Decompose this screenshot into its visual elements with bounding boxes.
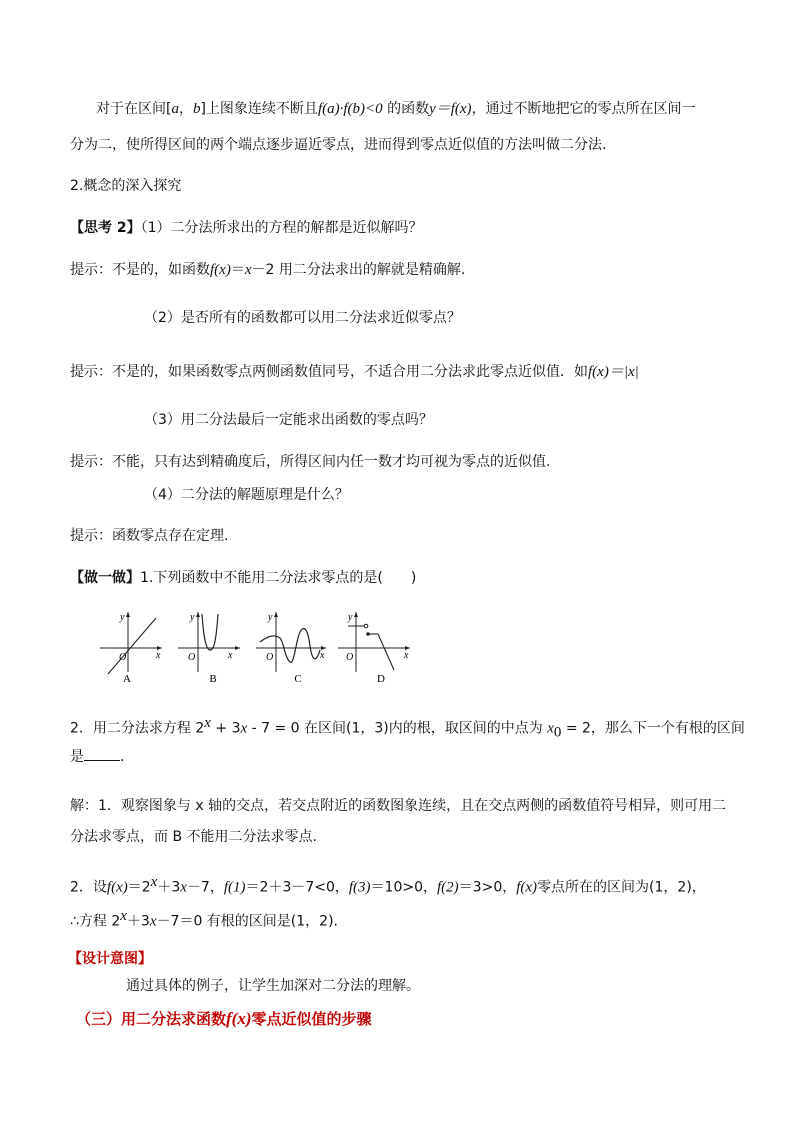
text: 零点所在的区间为(1，2)，: [537, 879, 706, 896]
text: 2．用二分法求方程 2: [70, 720, 205, 737]
think-answer-3: 提示：不能，只有达到精确度后，所得区间内任一数才均可视为零点的近似值.: [70, 454, 551, 470]
origin-label: O: [266, 652, 274, 663]
text: ，: [178, 101, 193, 117]
text: ，通过不断地把它的零点所在区间一: [471, 101, 696, 117]
axis-x-label: x: [320, 650, 325, 661]
math: x: [244, 262, 252, 278]
text: ＋3: [126, 913, 150, 930]
design-intent-tag: 【设计意图】: [68, 951, 152, 967]
graph-label-b: B: [209, 673, 217, 684]
text: = 2，那么下一个有根的区间: [561, 720, 745, 737]
answer-blank[interactable]: [84, 746, 120, 761]
text: ＝: [230, 262, 245, 278]
text: .: [120, 749, 125, 765]
text: －7＝0 有根的区间是(1，2).: [156, 913, 338, 930]
think-question-1: [70, 217, 423, 239]
text: 是: [70, 749, 84, 765]
section-heading-2: 2.概念的深入探究: [70, 178, 182, 194]
text: + 3: [210, 720, 241, 737]
graph-c: [256, 612, 326, 672]
graph-label-d: D: [377, 673, 385, 684]
think-tag: 【思考 2】: [70, 220, 141, 236]
section-heading-3: [76, 1008, 372, 1030]
think-answer-4: 提示：函数零点存在定理.: [70, 528, 229, 544]
graph-b: [178, 612, 240, 672]
graph-a: [100, 612, 162, 674]
math: f(1): [223, 879, 246, 896]
doit-question-2-line-1: [70, 712, 745, 743]
function-graphs: [98, 602, 418, 684]
text: （1）二分法所求出的方程的解都是近似解吗？: [140, 220, 423, 236]
definition-line-1: [96, 98, 696, 120]
graph-d: [338, 612, 410, 672]
text: ∴方程 2: [70, 913, 121, 930]
math: f(x): [106, 879, 128, 896]
math: f(x): [226, 1009, 252, 1028]
math: f(2): [437, 879, 459, 896]
math-function: y＝f(x): [429, 101, 472, 117]
think-question-3: （3）用二分法最后一定能求出函数的零点吗？: [144, 412, 433, 428]
think-answer-2: [70, 361, 639, 383]
text: －7，: [186, 879, 224, 896]
origin-label: O: [188, 652, 196, 663]
origin-label: O: [119, 652, 127, 663]
math-product: f(a)·f(b)<0: [317, 101, 383, 117]
think-question-4: （4）二分法的解题原理是什么？: [144, 487, 349, 503]
doit-tag: 【做一做】: [70, 570, 140, 586]
text: ＝2＋3－7<0，: [245, 879, 349, 896]
solution-line-1: 解：1．观察图象与 x 轴的交点，若交点附近的函数图象连续，且在交点两侧的函数值符号相异，则可用二: [70, 798, 727, 814]
text: 2．设: [70, 879, 107, 896]
think-question-2: （2）是否所有的函数都可以用二分法求近似零点？: [144, 310, 461, 326]
text: ＝2: [127, 879, 151, 896]
axis-y-label: y: [268, 612, 273, 623]
axis-y-label: y: [120, 612, 125, 623]
text: 1.下列函数中不能用二分法求零点的是( ): [140, 570, 417, 586]
math: f(x): [210, 262, 231, 278]
text: 对于在区间[: [96, 101, 172, 117]
design-intent-text: 通过具体的例子，让学生加深对二分法的理解。: [126, 978, 420, 994]
solution-line-2: 分法求零点，而 B 不能用二分法求零点.: [70, 829, 317, 845]
text: （三）用二分法求函数: [76, 1010, 227, 1028]
math-sup: x: [204, 715, 211, 731]
solution-line-3: [70, 871, 706, 899]
math: f(x): [516, 879, 538, 896]
solution-line-4: [70, 905, 338, 933]
doit-question-2-line-2: [70, 746, 124, 768]
axis-y-label: y: [348, 612, 353, 623]
axis-y-label: y: [190, 612, 195, 623]
math: x: [240, 720, 248, 737]
text: 提示：不是的，如果函数零点两侧函数值同号，不适合用二分法求此零点近似值．如: [70, 364, 588, 380]
doit-question-1: [70, 567, 416, 589]
math-sub: 0: [553, 724, 562, 741]
math: x: [149, 913, 157, 930]
axis-x-label: x: [228, 650, 233, 661]
graph-label-a: A: [123, 673, 131, 684]
math: f(3): [348, 879, 371, 896]
math-b: b: [192, 101, 201, 117]
math-sup: x: [120, 908, 127, 924]
origin-label: O: [346, 652, 354, 663]
text: 零点近似值的步骤: [251, 1010, 372, 1028]
text: ＋3: [157, 879, 181, 896]
axis-x-label: x: [156, 650, 161, 661]
text: 提示：不是的，如函数: [70, 262, 210, 278]
math: x: [547, 720, 554, 737]
definition-line-2: 分为二，使所得区间的两个端点逐步逼近零点，进而得到零点近似值的方法叫做二分法.: [70, 137, 607, 153]
math: x: [180, 879, 187, 896]
axis-x-label: x: [404, 650, 409, 661]
graph-label-c: C: [294, 673, 302, 684]
text: －2 用二分法求出的解就是精确解.: [251, 262, 466, 278]
math-a: a: [171, 101, 179, 117]
text: - 7 = 0 在区间(1，3)内的根，取区间的中点为: [247, 720, 548, 737]
text: 的函数: [382, 101, 430, 117]
text: ＝10>0，: [370, 879, 438, 896]
text: ]上图象连续不断且: [200, 101, 318, 117]
think-answer-1: [70, 259, 465, 281]
math: f(x)＝|x|: [588, 364, 639, 380]
text: ＝3>0，: [458, 879, 517, 896]
math-sup: x: [150, 874, 158, 890]
